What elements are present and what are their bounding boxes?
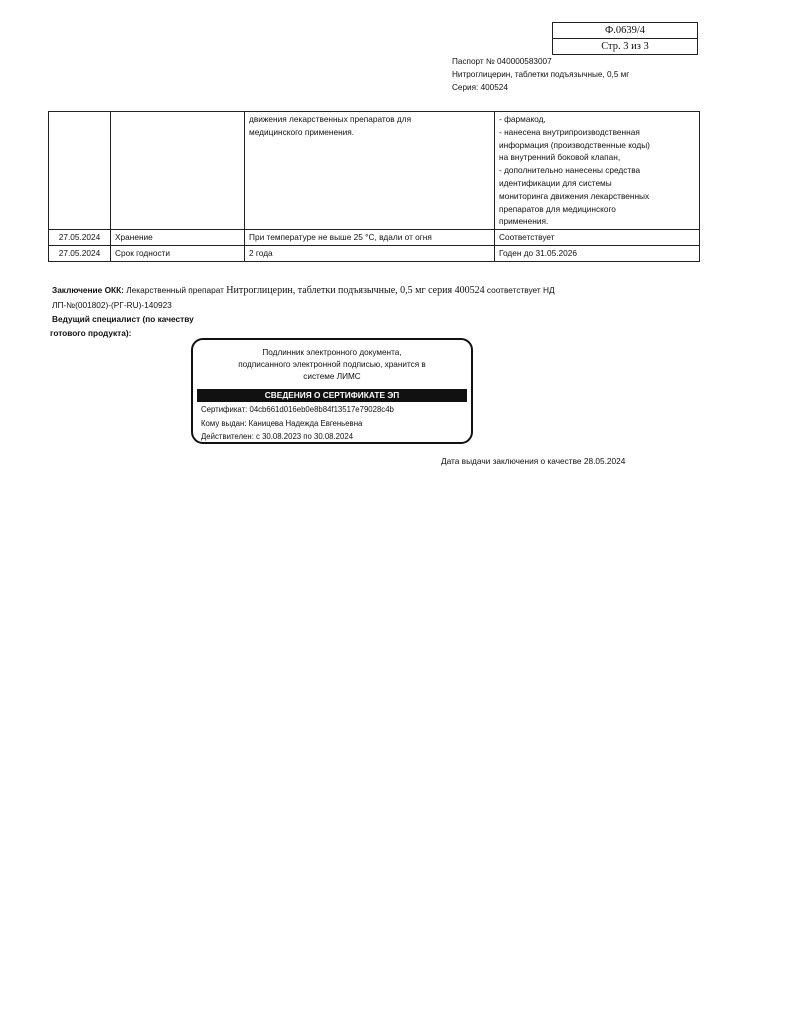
result-line: применения. [499, 216, 549, 227]
result-line: - дополнительно нанесены средства [499, 165, 641, 176]
table-cell-result [495, 112, 700, 230]
test-results-table [48, 111, 700, 262]
requirement-line: медицинского применения. [249, 126, 355, 137]
table-cell-requirement: 2 года [245, 245, 495, 261]
table-cell-indicator: Хранение [111, 230, 245, 246]
result-line: информация (производственные коды) [499, 139, 650, 150]
form-code-box [552, 22, 698, 55]
result-line: идентификации для системы [499, 177, 612, 188]
table-cell-indicator: Срок годности [111, 245, 245, 261]
table-row [49, 245, 700, 261]
table-row [49, 112, 700, 230]
conclusion-product: Нитроглицерин, таблетки подъязычные, 0,5 мг серия 400524 [226, 285, 485, 296]
specialist-title-continued: готового продукта): [50, 328, 132, 338]
certificate-id: Сертификат: 04cb661d016eb0e8b84f13517e79028c4b [201, 405, 394, 414]
table-cell-date: 27.05.2024 [49, 245, 111, 261]
certificate-info-header: СВЕДЕНИЯ О СЕРТИФИКАТЕ ЭП [197, 389, 467, 402]
normative-document: ЛП-№(001802)-(РГ-RU)-140923 [52, 300, 172, 310]
specialist-title: Ведущий специалист (по качеству [52, 314, 194, 324]
form-code: Ф.0639/4 [553, 23, 698, 39]
certificate-owner: Кому выдан: Каницева Надежда Евгеньевна [201, 419, 363, 428]
stamp-line: Подлинник электронного документа, [262, 348, 402, 357]
series-number: Серия: 400524 [452, 83, 508, 92]
result-line: на внутренний боковой клапан, [499, 152, 621, 163]
table-cell-result: Годен до 31.05.2026 [495, 245, 700, 261]
table-cell-requirement [245, 112, 495, 230]
result-line: - нанесена внутрипроизводственная [499, 126, 640, 137]
table-cell-date [49, 112, 111, 230]
conclusion-text-suffix: соответствует НД [486, 285, 555, 295]
table-cell-date: 27.05.2024 [49, 230, 111, 246]
result-line: препаратов для медицинского [499, 203, 616, 214]
conclusion-label: Заключение ОКК: [52, 285, 124, 295]
electronic-signature-stamp [191, 338, 473, 444]
table-cell-indicator [111, 112, 245, 230]
conclusion-text-prefix: Лекарственный препарат [126, 285, 224, 295]
stamp-line: подписанного электронной подписью, хранится в [238, 360, 426, 369]
conclusion-line [52, 285, 555, 296]
certificate-validity: Действителен: с 30.08.2023 по 30.08.2024 [201, 432, 354, 441]
issue-date: Дата выдачи заключения о качестве 28.05.2024 [441, 456, 626, 466]
table-row [49, 230, 700, 246]
product-name: Нитроглицерин, таблетки подъязычные, 0,5 мг [452, 70, 630, 79]
table-cell-result: Соответствует [495, 230, 700, 246]
stamp-line: системе ЛИМС [303, 372, 361, 381]
result-line: мониторинга движения лекарственных [499, 190, 650, 201]
table-cell-requirement: При температуре не выше 25 °С, вдали от огня [245, 230, 495, 246]
page-number: Стр. 3 из 3 [553, 39, 698, 55]
passport-number: Паспорт № 040000583007 [452, 57, 552, 66]
requirement-line: движения лекарственных препаратов для [249, 114, 412, 124]
result-line: - фармакод, [499, 114, 546, 124]
